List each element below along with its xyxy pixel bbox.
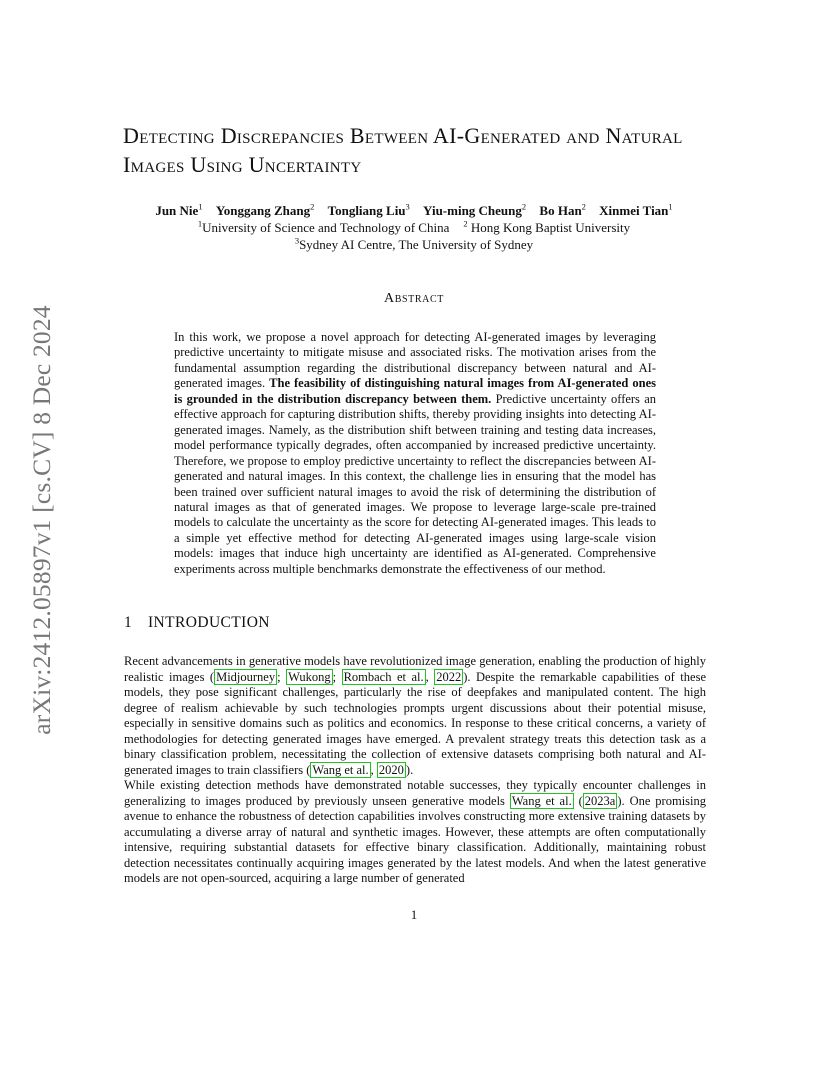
- affiliation-line: [0, 236, 828, 253]
- citation-link[interactable]: 2022: [436, 669, 462, 684]
- affiliation: $^1$University of Science and Technology of China: [197, 219, 450, 236]
- affiliation: $^3$Sydney AI Centre, The University of Sydney: [294, 236, 534, 253]
- author: Yiu-ming Cheung$^2$: [423, 202, 527, 219]
- abstract-text: In this work, we propose a novel approach for detecting AI-generated images by leveraging predictive uncertainty to mitigate misuse and associated risks. The motivation arises from the fundamental assumption regarding the distributional discrepancy between natural and AI-generated images. The feasibility of distinguishing natural images from AI-generated ones is grounded in the distribution discrepancy between them. Predictive uncertainty offers an effective approach for capturing distribution shifts, thereby providing insights into detecting AI-generated images. Namely, as the distribution shift between training and testing data increases, model performance typically degrades, often accompanied by increased predictive uncertainty. Therefore, we propose to employ predictive uncertainty to reflect the discrepancies between AI-generated and natural images. In this context, the challenge lies in ensuring that the model has been trained over sufficient natural images to avoid the risk of determining the distribution of natural images as that of generated images. We propose to leverage large-scale pre-trained models to calculate the uncertainty as the score for detecting AI-generated images. This leads to a simple yet effective method for detecting AI-generated images using large-scale vision models: images that induce high uncertainty are identified as AI-generated. Comprehensive experiments across multiple benchmarks demonstrate the effectiveness of our method.: [174, 330, 656, 576]
- abstract-emphasis: The feasibility of distinguishing natural images from AI-generated ones is grounded in the distribution discrepancy between them.: [174, 376, 656, 406]
- intro-paragraph: While existing detection methods have demonstrated notable successes, they typically encounter challenges in generalizing to images produced by previously unseen generative models Wang et al. ( 2023a ). One promising avenue to enhance the robustness of detection capabilities involves constructing more extensive training datasets by accumulating a diverse array of natural and synthetic images. However, these attempts are often computationally intensive, requiring substantial datasets for effective binary classification. Additionally, maintaining robust detection necessitates continually acquiring images generated by the latest models. And when the latest generative models are not open-sourced, acquiring a large number of generated: [124, 778, 707, 886]
- author: Xinmei Tian$^1$: [599, 202, 673, 219]
- abstract-heading: Abstract: [384, 291, 444, 306]
- citation-link[interactable]: 2023a: [584, 793, 616, 808]
- page-number: 1: [410, 907, 418, 922]
- affiliation-line: [0, 219, 828, 236]
- arxiv-identifier: [24, 290, 60, 750]
- citation-link[interactable]: 2020: [378, 762, 404, 777]
- arxiv-identifier-text: arXiv:2412.05897v1 [cs.CV] 8 Dec 2024: [27, 305, 56, 735]
- citation-link[interactable]: Midjourney: [216, 669, 276, 684]
- author: Yonggang Zhang$^2$: [215, 202, 315, 219]
- affiliation: $^2$ Hong Kong Baptist University: [463, 219, 631, 236]
- author: Tongliang Liu$^3$: [327, 202, 410, 219]
- author: Bo Han$^2$: [539, 202, 586, 219]
- citation-link[interactable]: Wang et al.: [511, 793, 572, 808]
- paper-title: Detecting Discrepancies Between AI-Generated and Natural Images Using Uncertainty: [123, 123, 683, 177]
- citation-link[interactable]: Rombach et al.: [343, 669, 424, 684]
- section-heading-introduction: 1 INTRODUCTION: [124, 614, 270, 631]
- citation-link[interactable]: Wang et al.: [312, 762, 369, 777]
- author-list: [0, 202, 828, 219]
- citation-link[interactable]: Wukong: [288, 669, 331, 684]
- intro-paragraph: Recent advancements in generative models have revolutionized image generation, enabling the production of highly realistic images ( Midjourney ; Wukong ; Rombach et al. , 2022 ). Despite the remarkable capabilities of these models, they pose significant challenges, particularly the rise of deepfakes and manipulated content. The high degree of realism achievable by such technologies prompts urgent discussions about their potential misuse, especially in sensitive domains such as politics and economics. In response to these critical concerns, a variety of methodologies for detecting generated images have emerged. A prevalent strategy treats this detection task as a binary classification problem, necessitating the collection of extensive datasets comprising both natural and AI-generated images to train classifiers ( Wang et al. , 2020 ).: [124, 654, 706, 777]
- author: Jun Nie$^1$: [155, 202, 203, 219]
